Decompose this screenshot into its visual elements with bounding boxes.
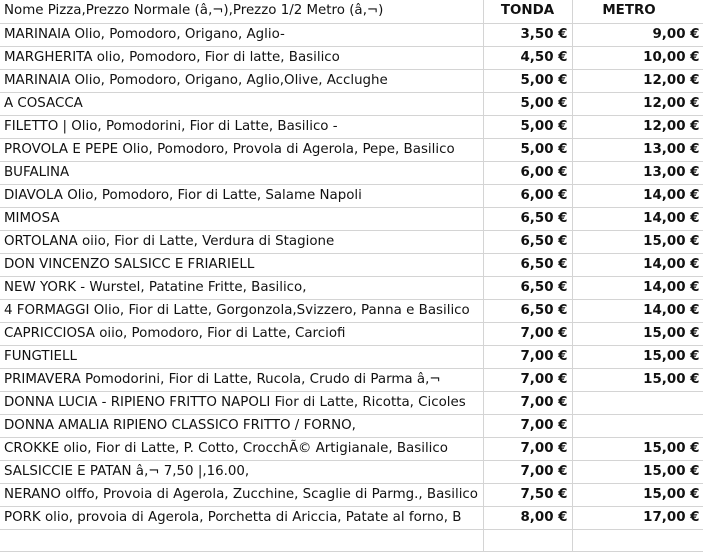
table-row (0, 69, 703, 92)
cell-metro[interactable]: 14,00 € (572, 253, 703, 276)
cell-metro[interactable]: 10,00 € (572, 46, 703, 69)
cell-metro[interactable]: 15,00 € (572, 368, 703, 391)
cell-tonda[interactable]: 6,00 € (483, 161, 572, 184)
cell-metro[interactable]: 12,00 € (572, 69, 703, 92)
table-row (0, 322, 703, 345)
cell-tonda[interactable]: 7,00 € (483, 414, 572, 437)
cell-tonda[interactable]: 7,00 € (483, 437, 572, 460)
cell-tonda[interactable]: 5,00 € (483, 92, 572, 115)
cell-metro[interactable]: 15,00 € (572, 230, 703, 253)
table-row (0, 92, 703, 115)
table-row (0, 437, 703, 460)
cell-name[interactable]: 4 FORMAGGI Olio, Fior di Latte, Gorgonzola,Svizzero, Panna e Basilico (0, 299, 483, 322)
table-row (0, 506, 703, 529)
cell-name[interactable] (0, 529, 483, 551)
cell-metro[interactable] (572, 391, 703, 414)
cell-metro[interactable]: 12,00 € (572, 115, 703, 138)
cell-tonda[interactable]: 3,50 € (483, 23, 572, 46)
cell-name[interactable]: CROKKE olio, Fior di Latte, P. Cotto, CrocchÃ© Artigianale, Basilico (0, 437, 483, 460)
cell-metro[interactable]: 14,00 € (572, 299, 703, 322)
cell-name[interactable]: ORTOLANA oiio, Fior di Latte, Verdura di Stagione (0, 230, 483, 253)
cell-name[interactable]: FUNGTIELL (0, 345, 483, 368)
cell-metro[interactable]: 15,00 € (572, 322, 703, 345)
cell-name[interactable]: CAPRICCIOSA oiio, Pomodoro, Fior di Latte, Carciofi (0, 322, 483, 345)
cell-tonda[interactable]: 7,00 € (483, 345, 572, 368)
cell-name[interactable]: MARINAIA Olio, Pomodoro, Origano, Aglio,Olive, Acclughe (0, 69, 483, 92)
table-row (0, 483, 703, 506)
cell-metro[interactable]: 14,00 € (572, 207, 703, 230)
table-row (0, 299, 703, 322)
cell-tonda[interactable]: 8,00 € (483, 506, 572, 529)
table-row (0, 391, 703, 414)
table-row (0, 460, 703, 483)
cell-tonda[interactable]: 7,00 € (483, 368, 572, 391)
table-row (0, 414, 703, 437)
cell-tonda[interactable]: 6,50 € (483, 276, 572, 299)
cell-metro[interactable]: 13,00 € (572, 138, 703, 161)
cell-name[interactable]: FILETTO | Olio, Pomodorini, Fior di Latte, Basilico - (0, 115, 483, 138)
cell-metro[interactable]: 9,00 € (572, 23, 703, 46)
cell-metro[interactable]: 12,00 € (572, 92, 703, 115)
table-row (0, 230, 703, 253)
cell-name[interactable]: DIAVOLA Olio, Pomodoro, Fior di Latte, Salame Napoli (0, 184, 483, 207)
cell-name[interactable]: A COSACCA (0, 92, 483, 115)
cell-tonda[interactable]: 6,50 € (483, 230, 572, 253)
cell-metro[interactable]: 15,00 € (572, 460, 703, 483)
cell-name[interactable]: MIMOSA (0, 207, 483, 230)
cell-name[interactable]: BUFALINA (0, 161, 483, 184)
cell-tonda[interactable]: 7,00 € (483, 460, 572, 483)
cell-name[interactable]: DONNA LUCIA - RIPIENO FRITTO NAPOLI Fior di Latte, Ricotta, Cicoles (0, 391, 483, 414)
table-row (0, 138, 703, 161)
cell-name[interactable]: NEW YORK - Wurstel, Patatine Fritte, Basilico, (0, 276, 483, 299)
cell-tonda[interactable]: 7,50 € (483, 483, 572, 506)
cell-tonda[interactable]: 6,50 € (483, 207, 572, 230)
cell-metro[interactable]: 13,00 € (572, 161, 703, 184)
table-row (0, 253, 703, 276)
cell-name[interactable]: MARINAIA Olio, Pomodoro, Origano, Aglio- (0, 23, 483, 46)
cell-tonda[interactable] (483, 529, 572, 551)
cell-tonda[interactable]: 6,50 € (483, 253, 572, 276)
table-row (0, 207, 703, 230)
cell-name[interactable]: NERANO olffo, Provoia di Agerola, Zucchine, Scaglie di Parmg., Basilico (0, 483, 483, 506)
table-row (0, 23, 703, 46)
table-row (0, 184, 703, 207)
table-row (0, 345, 703, 368)
cell-metro[interactable] (572, 414, 703, 437)
table-row (0, 529, 703, 551)
cell-metro[interactable]: 14,00 € (572, 276, 703, 299)
cell-name[interactable]: SALSICCIE E PATAN â‚¬ 7,50 |,16.00, (0, 460, 483, 483)
header-cell-metro[interactable]: METRO (572, 0, 703, 23)
table-row (0, 46, 703, 69)
header-cell-name[interactable]: Nome Pizza,Prezzo Normale (â‚¬),Prezzo 1/2 Metro (â‚¬) (0, 0, 483, 23)
cell-name[interactable]: PRIMAVERA Pomodorini, Fior di Latte, Rucola, Crudo di Parma â‚¬ (0, 368, 483, 391)
cell-tonda[interactable]: 5,00 € (483, 69, 572, 92)
cell-tonda[interactable]: 6,00 € (483, 184, 572, 207)
cell-name[interactable]: MARGHERITA olio, Pomodoro, Fior di latte, Basilico (0, 46, 483, 69)
cell-metro[interactable]: 15,00 € (572, 483, 703, 506)
cell-tonda[interactable]: 4,50 € (483, 46, 572, 69)
cell-name[interactable]: PROVOLA E PEPE Olio, Pomodoro, Provola di Agerola, Pepe, Basilico (0, 138, 483, 161)
cell-metro[interactable]: 15,00 € (572, 345, 703, 368)
table-row (0, 115, 703, 138)
cell-tonda[interactable]: 6,50 € (483, 299, 572, 322)
cell-metro[interactable]: 14,00 € (572, 184, 703, 207)
header-cell-tonda[interactable]: TONDA (483, 0, 572, 23)
table-row (0, 161, 703, 184)
cell-tonda[interactable]: 7,00 € (483, 322, 572, 345)
cell-tonda[interactable]: 5,00 € (483, 115, 572, 138)
cell-name[interactable]: PORK olio, provoia di Agerola, Porchetta di Ariccia, Patate al forno, B (0, 506, 483, 529)
cell-tonda[interactable]: 7,00 € (483, 391, 572, 414)
cell-tonda[interactable]: 5,00 € (483, 138, 572, 161)
cell-name[interactable]: DON VINCENZO SALSICC E FRIARIELL (0, 253, 483, 276)
header-row (0, 0, 703, 23)
table-row (0, 276, 703, 299)
cell-metro[interactable] (572, 529, 703, 551)
cell-name[interactable]: DONNA AMALIA RIPIENO CLASSICO FRITTO / FORNO, (0, 414, 483, 437)
cell-metro[interactable]: 17,00 € (572, 506, 703, 529)
cell-metro[interactable]: 15,00 € (572, 437, 703, 460)
table-row (0, 368, 703, 391)
